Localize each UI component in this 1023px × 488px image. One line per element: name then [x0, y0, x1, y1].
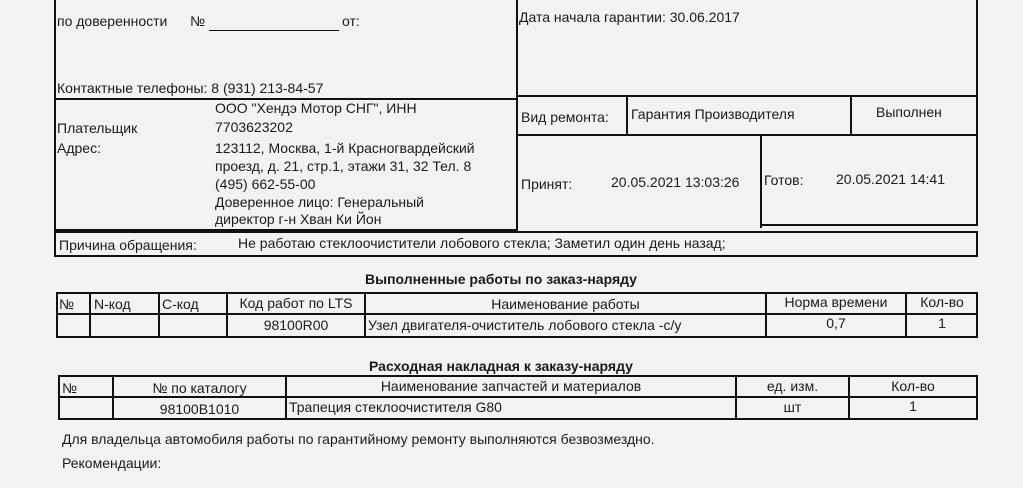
payer-label: Плательщик — [57, 120, 138, 136]
parts-cell-name: Трапеция стеклоочистителя G80 — [289, 399, 502, 415]
works-col-divider — [158, 292, 160, 338]
address-label: Адрес: — [57, 140, 101, 156]
received-value: 20.05.2021 13:03:26 — [611, 174, 740, 190]
warranty-start: Дата начала гарантии: 30.06.2017 — [519, 9, 740, 25]
works-header-ncode: N-код — [94, 296, 131, 312]
parts-title: Расходная накладная к заказу-наряду — [369, 358, 633, 374]
payer-line-6: Доверенное лицо: Генеральный — [215, 194, 425, 210]
proxy-label: по доверенности — [57, 13, 168, 29]
repair-type-label: Вид ремонта: — [521, 109, 609, 125]
parts-header-name: Наименование запчастей и материалов — [380, 378, 642, 394]
payer-line-2: 7703623202 — [215, 119, 293, 135]
repair-type-divider — [626, 96, 628, 136]
top-right-border — [976, 0, 978, 226]
top-middle-border — [516, 0, 518, 231]
proxy-no-label: № — [190, 13, 206, 29]
parts-cell-catalog: 98100B1010 — [159, 401, 240, 417]
works-col-divider — [89, 292, 91, 338]
repair-status-divider — [850, 96, 852, 136]
repair-type-value: Гарантия Производителя — [631, 106, 795, 122]
ready-value: 20.05.2021 14:41 — [836, 171, 945, 187]
top-right-divider — [516, 95, 978, 97]
works-header-lts: Код работ по LTS — [239, 295, 353, 311]
warranty-note: Для владельца автомобиля работы по гарантийному ремонту выполняются безвозмездно. — [62, 431, 655, 447]
works-header-no: № — [59, 296, 75, 312]
works-header-name: Наименование работы — [491, 296, 640, 312]
payer-line-4: проезд, д. 21, стр.1, этажи 31, 32 Тел. 8 — [215, 158, 472, 174]
received-ready-divider — [760, 134, 762, 228]
works-header-ccode: С-код — [162, 296, 199, 312]
parts-cell-qty: 1 — [909, 398, 917, 414]
parts-cell-unit: шт — [783, 399, 802, 415]
reason-label: Причина обращения: — [59, 237, 197, 253]
payer-line-1: ООО "Хендэ Мотор СНГ", ИНН — [215, 100, 417, 116]
payer-line-3: 123112, Москва, 1-й Красногвардейский — [215, 140, 475, 156]
works-cell-lts: 98100R00 — [263, 317, 329, 333]
works-header-qty: Кол-во — [920, 294, 964, 310]
received-ready-bottom — [760, 224, 978, 226]
top-left-border — [54, 0, 56, 231]
repair-type-bottom — [516, 134, 978, 136]
payer-line-7: директор г-н Хван Ки Йон — [215, 211, 382, 227]
parts-header-catalog: № по каталогу — [152, 380, 247, 396]
works-header-norm: Норма времени — [784, 294, 888, 310]
parts-header-unit: ед. изм. — [766, 378, 819, 394]
works-cell-qty: 1 — [938, 315, 946, 331]
repair-status: Выполнен — [876, 104, 942, 120]
works-title: Выполненные работы по заказ-наряду — [365, 271, 637, 287]
reason-value: Не работаю стеклоочистители лобового стекла; Заметил один день назад; — [238, 235, 726, 251]
received-label: Принят: — [521, 176, 573, 192]
proxy-number-field — [209, 30, 339, 31]
payer-line-5: (495) 662-55-00 — [215, 176, 316, 192]
recommendations-label: Рекомендации: — [62, 455, 162, 471]
parts-header-qty: Кол-во — [891, 378, 935, 394]
proxy-from-label: от: — [342, 13, 360, 29]
contact-phones: Контактные телефоны: 8 (931) 213-84-57 — [57, 80, 324, 96]
ready-label: Готов: — [764, 172, 804, 188]
works-cell-norm: 0,7 — [826, 315, 846, 331]
works-cell-name: Узел двигателя-очиститель лобового стекла -с/у — [368, 317, 682, 333]
parts-header-no: № — [62, 380, 78, 396]
